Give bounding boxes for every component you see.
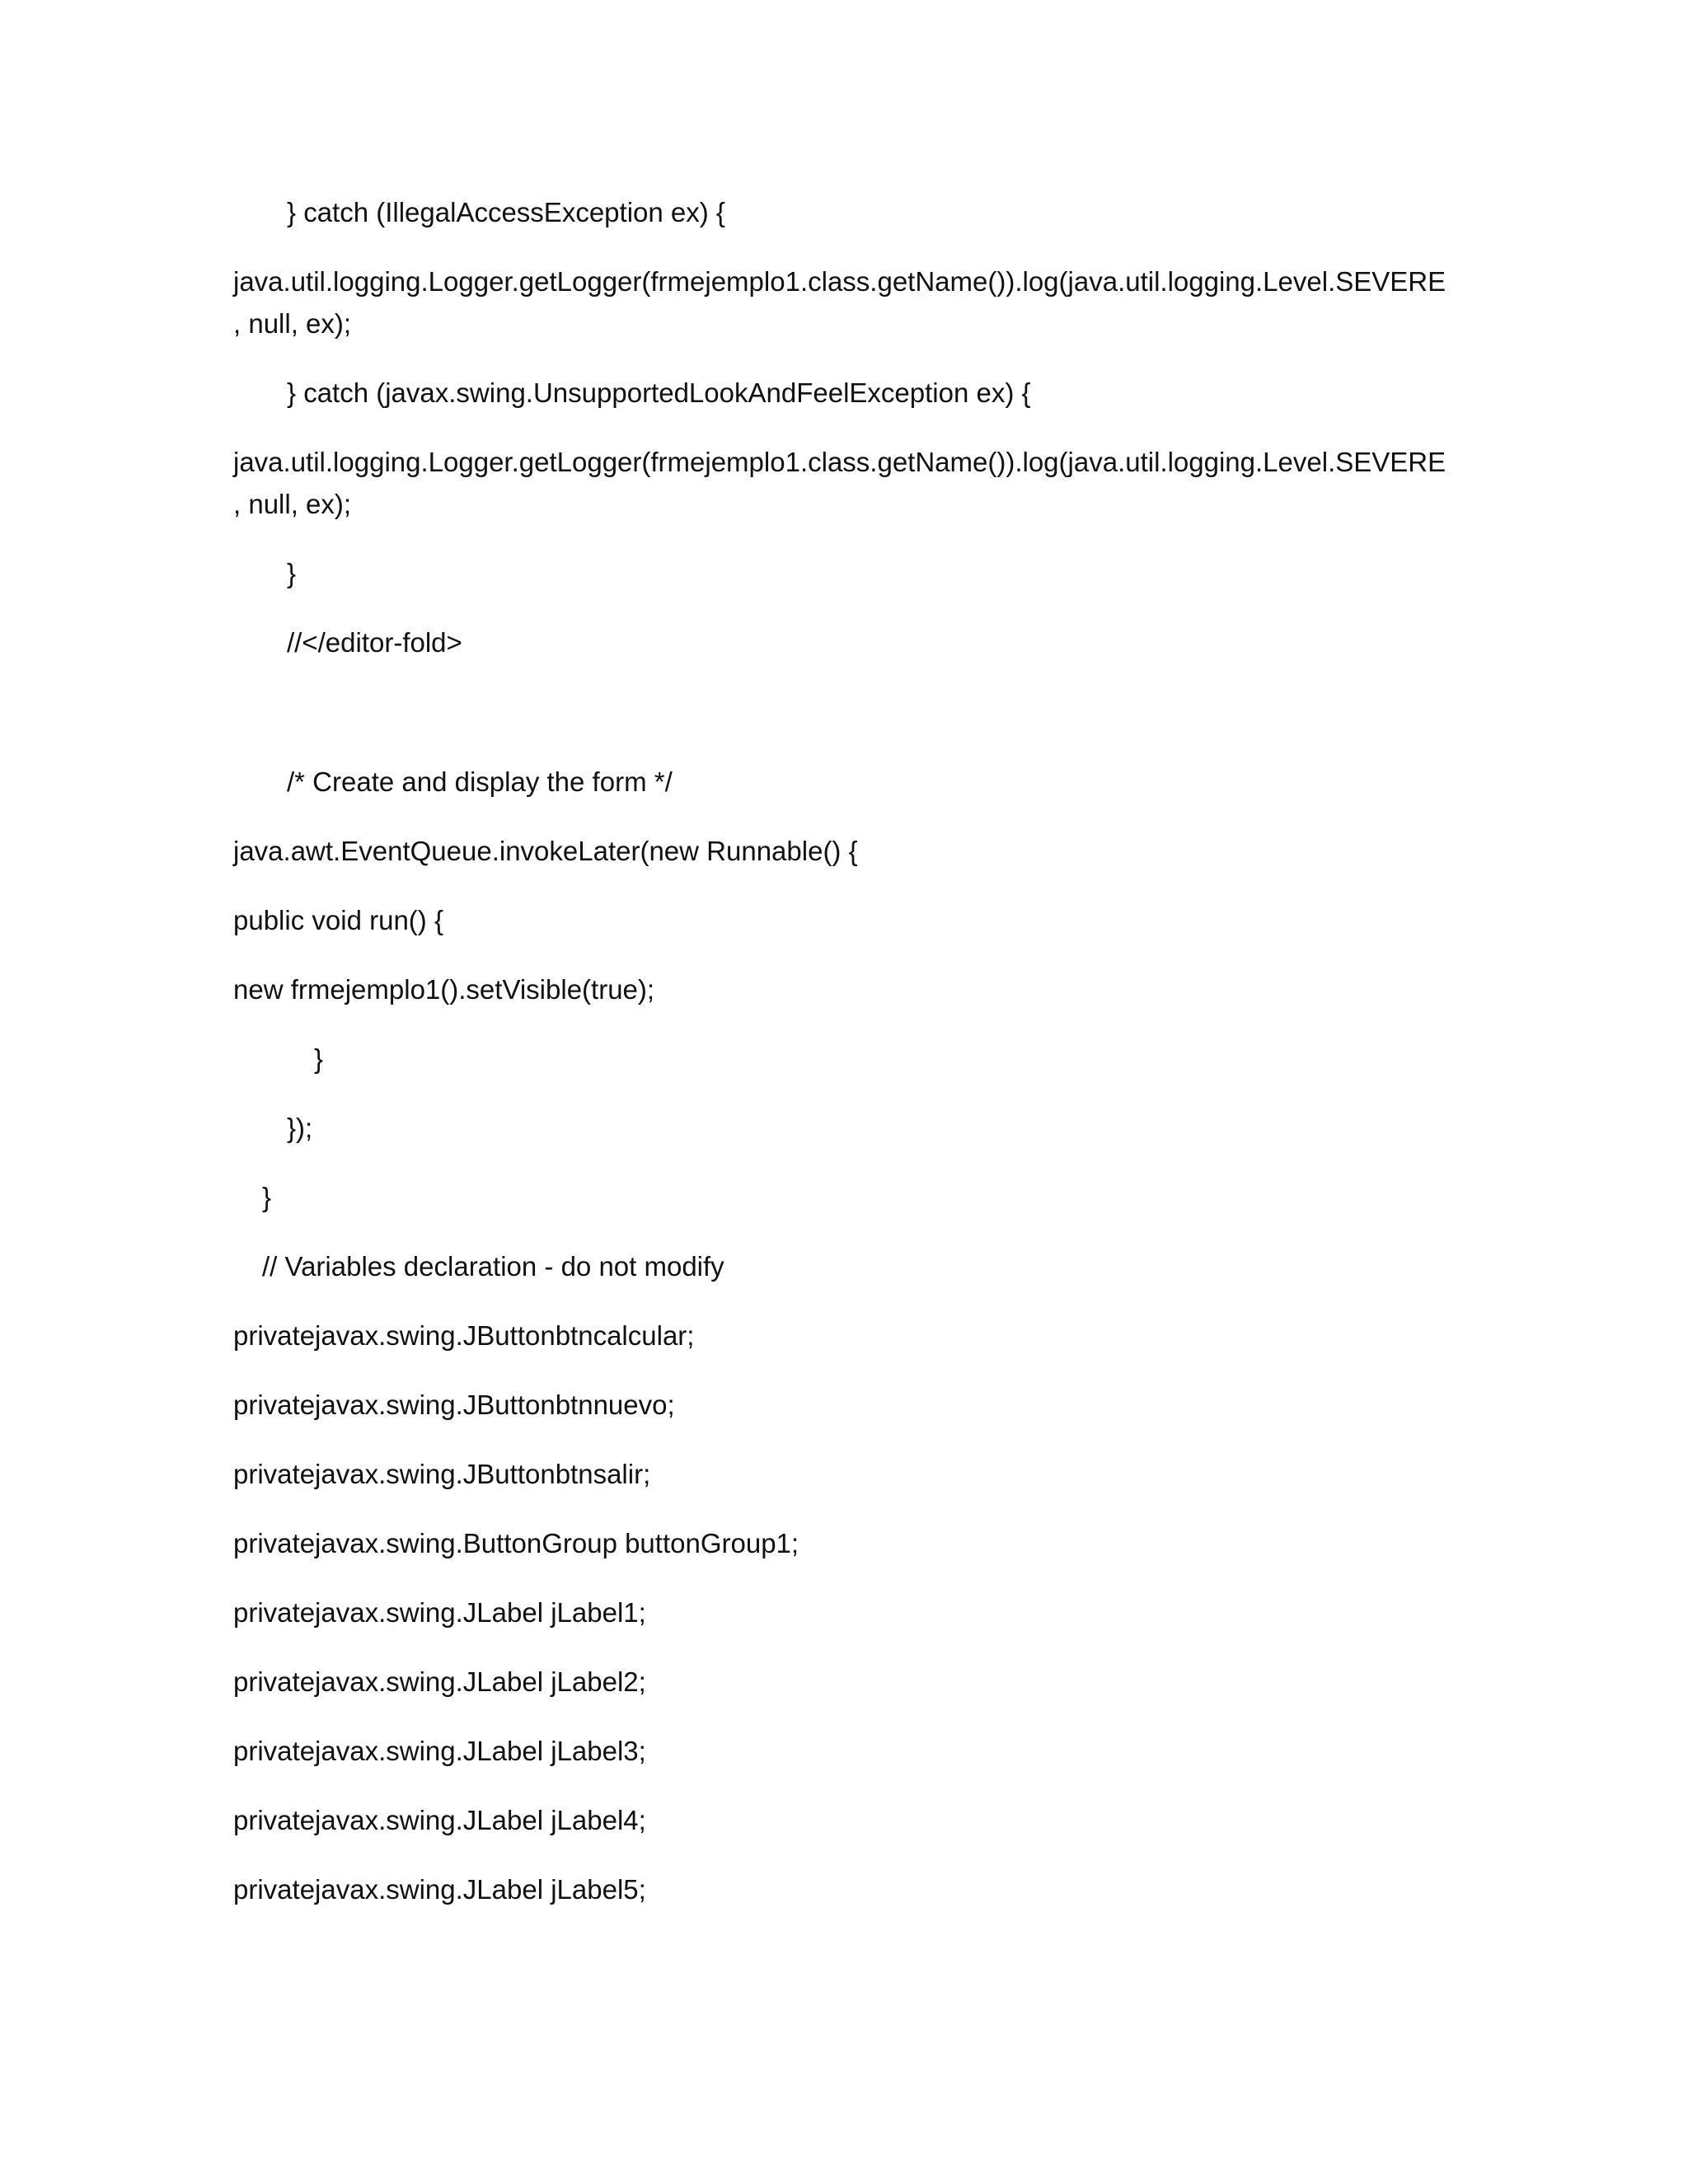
code-line: // Variables declaration - do not modify bbox=[262, 1251, 724, 1282]
code-line: privatejavax.swing.JButtonbtncalcular; bbox=[233, 1320, 695, 1351]
code-line: privatejavax.swing.JLabel jLabel5; bbox=[233, 1874, 646, 1905]
code-line: , null, ex); bbox=[233, 308, 352, 339]
code-line: new frmejemplo1().setVisible(true); bbox=[233, 974, 655, 1005]
code-line: }); bbox=[287, 1113, 313, 1143]
code-line: //</editor-fold> bbox=[287, 627, 462, 658]
code-line: privatejavax.swing.JLabel jLabel4; bbox=[233, 1805, 646, 1835]
code-line: public void run() { bbox=[233, 905, 443, 935]
code-line: java.util.logging.Logger.getLogger(frmejemplo1.class.getName()).log(java.util.logging.Level.SEVERE bbox=[233, 447, 1447, 477]
code-line: privatejavax.swing.ButtonGroup buttonGroup1; bbox=[233, 1528, 799, 1558]
code-line: } bbox=[287, 558, 297, 588]
code-line: privatejavax.swing.JButtonbtnsalir; bbox=[233, 1459, 651, 1489]
code-line: privatejavax.swing.JLabel jLabel1; bbox=[233, 1597, 646, 1628]
code-line: java.util.logging.Logger.getLogger(frmejemplo1.class.getName()).log(java.util.logging.Level.SEVERE bbox=[233, 266, 1447, 297]
code-line: privatejavax.swing.JButtonbtnnuevo; bbox=[233, 1390, 675, 1420]
code-line: } bbox=[314, 1043, 324, 1074]
code-line: } catch (javax.swing.UnsupportedLookAndFeelException ex) { bbox=[287, 377, 1031, 408]
code-line: privatejavax.swing.JLabel jLabel2; bbox=[233, 1666, 646, 1697]
code-line: } bbox=[262, 1182, 272, 1212]
code-line: , null, ex); bbox=[233, 489, 352, 519]
code-line: privatejavax.swing.JLabel jLabel3; bbox=[233, 1736, 646, 1766]
code-line: } catch (IllegalAccessException ex) { bbox=[287, 197, 725, 227]
code-line: /* Create and display the form */ bbox=[287, 766, 673, 797]
code-line: java.awt.EventQueue.invokeLater(new Runnable() { bbox=[233, 836, 858, 866]
